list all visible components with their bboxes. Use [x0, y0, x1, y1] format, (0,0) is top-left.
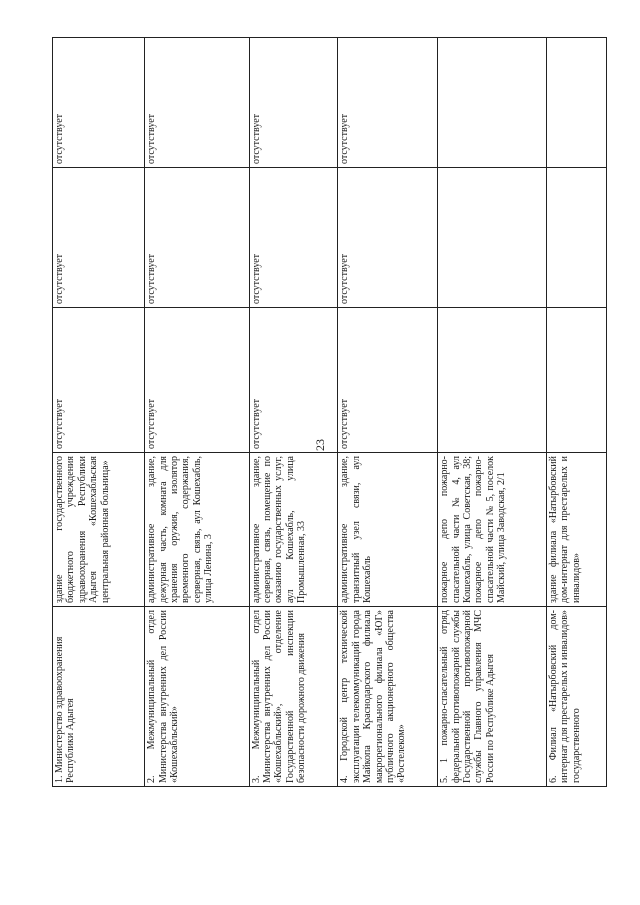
page-number: 23: [313, 439, 327, 451]
status-cell: отсутствует: [249, 308, 338, 453]
status-cell: отсутствует: [249, 168, 338, 308]
organization-cell: 3. Межмуниципальный отдел Министерства внутренних дел России «Кошехабльский», отделение Государственной инспекции безопасности дорожного движения: [249, 607, 338, 787]
status-cell: отсутствует: [145, 308, 249, 453]
status-cell: отсутствует: [338, 308, 438, 453]
organization-cell: 2. Межмуниципальный отдел Министерства внутренних дел России «Кошехабльский»: [145, 607, 249, 787]
status-cell: [438, 168, 547, 308]
status-cell: [438, 38, 547, 168]
object-cell: здание государственного бюджетного учреждения здравоохранения Республики Адыгея «Кошехабльская центральная районная больница»: [53, 453, 145, 607]
organization-cell: 1. Министерство здравоохранения Республики Адыгея: [53, 607, 145, 787]
table-row: [145, 38, 249, 787]
status-cell: отсутствует: [145, 38, 249, 168]
status-cell: отсутствует: [338, 168, 438, 308]
table-row: [249, 38, 338, 787]
organization-cell: 5. 1 пожарно-спасательный отряд федеральной противопожарной службы Государственной противопожарной службы Главного управления МЧС России по Республике Адыгея: [438, 607, 547, 787]
status-cell: отсутствует: [145, 168, 249, 308]
status-cell: отсутствует: [53, 308, 145, 453]
table-row: [53, 38, 145, 787]
rotated-table-wrapper: [52, 38, 607, 787]
table-row: [338, 38, 438, 787]
object-cell: административное здание, серверная, связь, помещение по оказанию государственных услуг, аул Кошехабль, улица Промышленная, 33: [249, 453, 338, 607]
object-cell: административное здание, дежурная часть, комната для хранения оружия, изолятор временного содержания, серверная, связь, аул Кошехабль, улица Ленина, 3: [145, 453, 249, 607]
status-cell: [438, 308, 547, 453]
status-cell: [547, 308, 607, 453]
status-cell: отсутствует: [249, 38, 338, 168]
organization-cell: 6. Филиал «Натырбовский дом-интернат для престарелых и инвалидов» государственного: [547, 607, 607, 787]
table-row: [438, 38, 547, 787]
status-cell: отсутствует: [338, 38, 438, 168]
status-cell: отсутствует: [53, 38, 145, 168]
object-cell: административное здание, транзитный узел связи, аул Кошехабль: [338, 453, 438, 607]
status-cell: отсутствует: [53, 168, 145, 308]
object-cell: пожарное депо пожарно-спасательной части № 4, аул Кошехабль, улица Советская, 38; пожарное депо пожарно-спасательной части № 5, поселок Майский, улица Заводская, 2/1: [438, 453, 547, 607]
status-cell: [547, 168, 607, 308]
status-cell: [547, 38, 607, 168]
objects-table: [52, 37, 607, 787]
table-row: [547, 38, 607, 787]
object-cell: здание филиала «Натырбовский дом-интернат для престарелых и инвалидов»: [547, 453, 607, 607]
organization-cell: 4. Городской центр технической эксплуатации телекоммуникаций города Майкопа Краснодарского филиала макрорегионального филиала «ЮГ» публичного акционерного общества «Ростелеком»: [338, 607, 438, 787]
